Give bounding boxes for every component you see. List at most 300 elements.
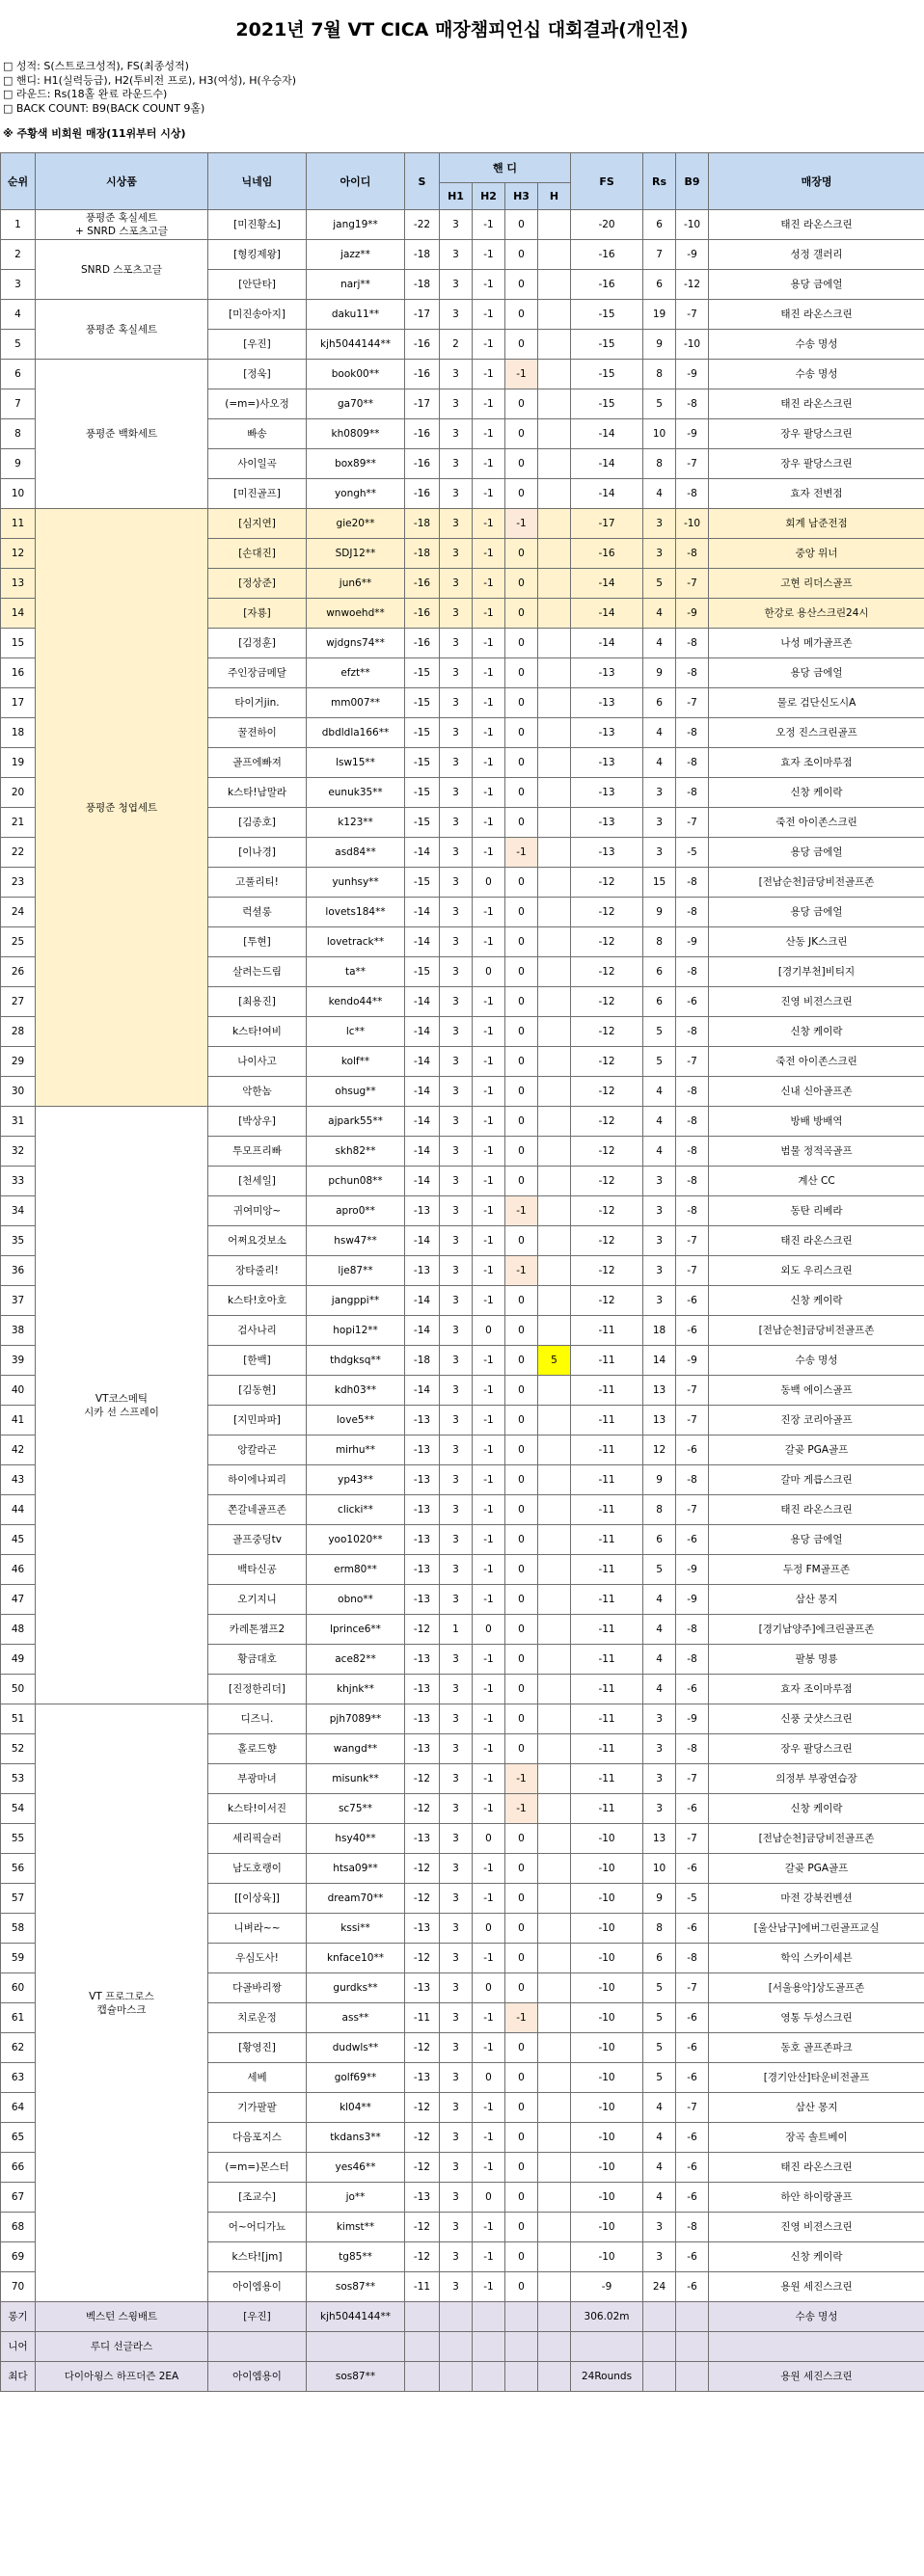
cell-s: -15 bbox=[405, 748, 440, 778]
cell-fs: -10 bbox=[571, 2183, 643, 2213]
award-prize: 벡스턴 스윙배트 bbox=[36, 2302, 208, 2332]
cell-id: tkdans3** bbox=[307, 2123, 405, 2153]
cell-nick: 백타신공 bbox=[208, 1555, 307, 1585]
cell-h1: 3 bbox=[440, 1346, 473, 1376]
cell-h2: -1 bbox=[473, 2093, 505, 2123]
cell-store: [전남순천]금당비전골프존 bbox=[709, 868, 924, 898]
cell-fs: -11 bbox=[571, 1734, 643, 1764]
cell-rs: 3 bbox=[643, 509, 676, 539]
cell-h3: 0 bbox=[505, 240, 538, 270]
cell-fs: -13 bbox=[571, 688, 643, 718]
cell-b9: -8 bbox=[676, 868, 709, 898]
cell-nick: 카레톤챔프2 bbox=[208, 1615, 307, 1645]
cell-b9: -9 bbox=[676, 1585, 709, 1615]
cell-store: 신창 케이락 bbox=[709, 2242, 924, 2272]
cell-nick: 다골바리짱 bbox=[208, 1973, 307, 2003]
cell-s: -15 bbox=[405, 718, 440, 748]
header-nick: 닉네임 bbox=[208, 153, 307, 210]
cell-rank: 68 bbox=[1, 2213, 36, 2242]
cell-s: -13 bbox=[405, 1704, 440, 1734]
cell-h2: -1 bbox=[473, 2213, 505, 2242]
cell-nick: 어쩌요것보소 bbox=[208, 1226, 307, 1256]
cell-rank: 65 bbox=[1, 2123, 36, 2153]
cell-s: -14 bbox=[405, 1376, 440, 1406]
cell-h3: 0 bbox=[505, 300, 538, 330]
cell-rank: 60 bbox=[1, 1973, 36, 2003]
table-row bbox=[1, 1107, 924, 1137]
cell-nick: [지민파파] bbox=[208, 1406, 307, 1436]
cell-h bbox=[538, 1764, 571, 1794]
cell-h2: -1 bbox=[473, 2123, 505, 2153]
cell-h bbox=[538, 1047, 571, 1077]
cell-nick: [김정훈] bbox=[208, 629, 307, 658]
cell-id: SDJ12** bbox=[307, 539, 405, 569]
award-fs bbox=[571, 2332, 643, 2362]
cell-rs: 3 bbox=[643, 808, 676, 838]
cell-fs: -14 bbox=[571, 599, 643, 629]
award-s bbox=[405, 2302, 440, 2332]
cell-h2: -1 bbox=[473, 1286, 505, 1316]
award-s bbox=[405, 2332, 440, 2362]
cell-rs: 3 bbox=[643, 1794, 676, 1824]
award-id: sos87** bbox=[307, 2362, 405, 2392]
cell-store: 갈마 게릅스크린 bbox=[709, 1465, 924, 1495]
cell-h2: 0 bbox=[473, 1914, 505, 1944]
cell-rank: 61 bbox=[1, 2003, 36, 2033]
cell-store: 성정 갤러리 bbox=[709, 240, 924, 270]
cell-fs: -12 bbox=[571, 1047, 643, 1077]
cell-h2: -1 bbox=[473, 688, 505, 718]
cell-id: dream70** bbox=[307, 1884, 405, 1914]
cell-store: 신풍 굿샷스크린 bbox=[709, 1704, 924, 1734]
cell-fs: -10 bbox=[571, 2242, 643, 2272]
cell-store: 두정 FM골프존 bbox=[709, 1555, 924, 1585]
header-h2: H2 bbox=[473, 183, 505, 210]
legend-item: □ BACK COUNT: B9(BACK COUNT 9홀) bbox=[3, 101, 205, 115]
cell-h bbox=[538, 658, 571, 688]
cell-fs: -14 bbox=[571, 419, 643, 449]
cell-rank: 27 bbox=[1, 987, 36, 1017]
cell-store: 용당 금에얼 bbox=[709, 838, 924, 868]
cell-nick: 살려는드림 bbox=[208, 957, 307, 987]
cell-b9: -6 bbox=[676, 2272, 709, 2302]
cell-h2: 0 bbox=[473, 1615, 505, 1645]
cell-b9: -6 bbox=[676, 1316, 709, 1346]
cell-rank: 43 bbox=[1, 1465, 36, 1495]
cell-h1: 3 bbox=[440, 1017, 473, 1047]
cell-id: k123** bbox=[307, 808, 405, 838]
cell-id: clicki** bbox=[307, 1495, 405, 1525]
cell-b9: -7 bbox=[676, 1973, 709, 2003]
cell-rank: 54 bbox=[1, 1794, 36, 1824]
cell-h1: 3 bbox=[440, 1525, 473, 1555]
cell-rs: 13 bbox=[643, 1824, 676, 1854]
cell-h1: 3 bbox=[440, 957, 473, 987]
cell-id: htsa09** bbox=[307, 1854, 405, 1884]
cell-fs: -12 bbox=[571, 868, 643, 898]
cell-s: -18 bbox=[405, 509, 440, 539]
legend-item: □ 성적: S(스트로크성적), FS(최종성적) bbox=[3, 60, 189, 72]
cell-id: ace82** bbox=[307, 1645, 405, 1675]
cell-store: 장곡 솔트베이 bbox=[709, 2123, 924, 2153]
cell-h1: 3 bbox=[440, 808, 473, 838]
cell-h2: -1 bbox=[473, 1137, 505, 1167]
table-row bbox=[1, 240, 924, 270]
cell-rank: 37 bbox=[1, 1286, 36, 1316]
cell-store: 산동 JK스크린 bbox=[709, 927, 924, 957]
cell-store: [울산남구]에버그린골프교실 bbox=[709, 1914, 924, 1944]
cell-nick: [[이상육]] bbox=[208, 1884, 307, 1914]
cell-fs: -11 bbox=[571, 1764, 643, 1794]
cell-s: -16 bbox=[405, 360, 440, 389]
cell-h1: 3 bbox=[440, 1555, 473, 1585]
cell-h bbox=[538, 1376, 571, 1406]
cell-b9: -7 bbox=[676, 1764, 709, 1794]
cell-h2: -1 bbox=[473, 718, 505, 748]
cell-h2: 0 bbox=[473, 1824, 505, 1854]
cell-h2: -1 bbox=[473, 509, 505, 539]
cell-nick: [이나경] bbox=[208, 838, 307, 868]
cell-h1: 3 bbox=[440, 270, 473, 300]
cell-fs: -12 bbox=[571, 987, 643, 1017]
cell-fs: -10 bbox=[571, 2033, 643, 2063]
cell-h2: -1 bbox=[473, 1764, 505, 1794]
cell-h bbox=[538, 1286, 571, 1316]
cell-fs: -17 bbox=[571, 509, 643, 539]
cell-store: [경기부천]비티지 bbox=[709, 957, 924, 987]
cell-h bbox=[538, 389, 571, 419]
cell-s: -13 bbox=[405, 1555, 440, 1585]
cell-rank: 52 bbox=[1, 1734, 36, 1764]
cell-store: 수송 명성 bbox=[709, 330, 924, 360]
cell-fs: -9 bbox=[571, 2272, 643, 2302]
cell-b9: -10 bbox=[676, 330, 709, 360]
cell-h2: -1 bbox=[473, 479, 505, 509]
cell-b9: -7 bbox=[676, 808, 709, 838]
cell-store: 외도 우리스크린 bbox=[709, 1256, 924, 1286]
cell-h3: 0 bbox=[505, 808, 538, 838]
cell-rank: 44 bbox=[1, 1495, 36, 1525]
cell-id: hsy40** bbox=[307, 1824, 405, 1854]
award-row bbox=[1, 2332, 924, 2362]
cell-rank: 14 bbox=[1, 599, 36, 629]
cell-h2: 0 bbox=[473, 1316, 505, 1346]
cell-store: 태진 라온스크린 bbox=[709, 2153, 924, 2183]
cell-h bbox=[538, 1196, 571, 1226]
cell-id: dudwls** bbox=[307, 2033, 405, 2063]
cell-b9: -7 bbox=[676, 688, 709, 718]
cell-store: 신내 신아골프존 bbox=[709, 1077, 924, 1107]
cell-rank: 16 bbox=[1, 658, 36, 688]
cell-rank: 22 bbox=[1, 838, 36, 868]
cell-h bbox=[538, 449, 571, 479]
cell-rs: 4 bbox=[643, 1077, 676, 1107]
cell-h2: -1 bbox=[473, 927, 505, 957]
cell-nick: 나이사고 bbox=[208, 1047, 307, 1077]
cell-fs: -13 bbox=[571, 718, 643, 748]
legend-item: □ 라운드: Rs(18홀 완료 라운드수) bbox=[3, 88, 168, 100]
cell-h2: -1 bbox=[473, 2242, 505, 2272]
cell-id: kdh03** bbox=[307, 1376, 405, 1406]
cell-b9: -9 bbox=[676, 240, 709, 270]
cell-b9: -9 bbox=[676, 419, 709, 449]
cell-s: -13 bbox=[405, 1436, 440, 1465]
cell-h1: 3 bbox=[440, 1436, 473, 1465]
cell-s: -11 bbox=[405, 2003, 440, 2033]
award-rs bbox=[643, 2332, 676, 2362]
cell-h bbox=[538, 1525, 571, 1555]
cell-rs: 4 bbox=[643, 1615, 676, 1645]
cell-rank: 66 bbox=[1, 2153, 36, 2183]
cell-rs: 4 bbox=[643, 1137, 676, 1167]
cell-s: -14 bbox=[405, 1286, 440, 1316]
table-row bbox=[1, 300, 924, 330]
cell-id: yunhsy** bbox=[307, 868, 405, 898]
cell-b9: -8 bbox=[676, 1615, 709, 1645]
cell-store: 범물 정적곡골프 bbox=[709, 1137, 924, 1167]
cell-fs: -13 bbox=[571, 748, 643, 778]
cell-b9: -7 bbox=[676, 1495, 709, 1525]
cell-s: -13 bbox=[405, 1914, 440, 1944]
legend bbox=[0, 60, 924, 116]
cell-fs: -11 bbox=[571, 1376, 643, 1406]
cell-h3: 0 bbox=[505, 569, 538, 599]
cell-h1: 3 bbox=[440, 419, 473, 449]
cell-h3: 0 bbox=[505, 688, 538, 718]
cell-rank: 3 bbox=[1, 270, 36, 300]
cell-h2: -1 bbox=[473, 1734, 505, 1764]
cell-h3: 0 bbox=[505, 1047, 538, 1077]
cell-id: ajpark55** bbox=[307, 1107, 405, 1137]
cell-store: [경기남양주]에크린골프존 bbox=[709, 1615, 924, 1645]
cell-rank: 24 bbox=[1, 898, 36, 927]
cell-id: yongh** bbox=[307, 479, 405, 509]
cell-fs: -12 bbox=[571, 1167, 643, 1196]
cell-fs: -20 bbox=[571, 210, 643, 240]
cell-h3: 0 bbox=[505, 2213, 538, 2242]
cell-b9: -9 bbox=[676, 599, 709, 629]
prize-cell: 풍평준 백화세트 bbox=[36, 360, 208, 509]
cell-fs: -10 bbox=[571, 1944, 643, 1973]
cell-rs: 5 bbox=[643, 389, 676, 419]
award-store bbox=[709, 2332, 924, 2362]
cell-s: -14 bbox=[405, 1017, 440, 1047]
cell-s: -14 bbox=[405, 987, 440, 1017]
award-fs: 306.02m bbox=[571, 2302, 643, 2332]
cell-fs: -10 bbox=[571, 1854, 643, 1884]
cell-h2: 0 bbox=[473, 957, 505, 987]
cell-h3: -1 bbox=[505, 2003, 538, 2033]
cell-h1: 3 bbox=[440, 748, 473, 778]
cell-rank: 19 bbox=[1, 748, 36, 778]
cell-s: -18 bbox=[405, 1346, 440, 1376]
legend-item: □ 핸디: H1(실력등급), H2(투비전 프로), H3(여성), H(우승자) bbox=[3, 73, 296, 87]
cell-id: yoo1020** bbox=[307, 1525, 405, 1555]
cell-id: yes46** bbox=[307, 2153, 405, 2183]
cell-h bbox=[538, 539, 571, 569]
cell-store: 나성 메가골프존 bbox=[709, 629, 924, 658]
cell-h2: -1 bbox=[473, 2003, 505, 2033]
cell-store: 회계 남준전점 bbox=[709, 509, 924, 539]
cell-store: 장우 팔당스크린 bbox=[709, 419, 924, 449]
cell-h bbox=[538, 1077, 571, 1107]
cell-id: narj** bbox=[307, 270, 405, 300]
cell-h bbox=[538, 748, 571, 778]
cell-nick: 황금대호 bbox=[208, 1645, 307, 1675]
cell-nick: 세베 bbox=[208, 2063, 307, 2093]
cell-h1: 3 bbox=[440, 1047, 473, 1077]
cell-store: 태진 라온스크린 bbox=[709, 1495, 924, 1525]
cell-rs: 10 bbox=[643, 419, 676, 449]
cell-b9: -7 bbox=[676, 1256, 709, 1286]
cell-h1: 3 bbox=[440, 1734, 473, 1764]
cell-rs: 4 bbox=[643, 1675, 676, 1704]
cell-fs: -12 bbox=[571, 1226, 643, 1256]
cell-fs: -15 bbox=[571, 300, 643, 330]
cell-rank: 5 bbox=[1, 330, 36, 360]
cell-id: hopi12** bbox=[307, 1316, 405, 1346]
cell-fs: -11 bbox=[571, 1525, 643, 1555]
award-id bbox=[307, 2332, 405, 2362]
cell-b9: -8 bbox=[676, 718, 709, 748]
cell-h bbox=[538, 778, 571, 808]
cell-rs: 6 bbox=[643, 270, 676, 300]
cell-s: -18 bbox=[405, 270, 440, 300]
cell-s: -13 bbox=[405, 1675, 440, 1704]
cell-id: hsw47** bbox=[307, 1226, 405, 1256]
cell-h1: 3 bbox=[440, 539, 473, 569]
cell-store: 장우 팔당스크린 bbox=[709, 1734, 924, 1764]
cell-h3: -1 bbox=[505, 360, 538, 389]
cell-h bbox=[538, 1465, 571, 1495]
cell-b9: -8 bbox=[676, 1465, 709, 1495]
cell-h1: 3 bbox=[440, 360, 473, 389]
cell-h3: 0 bbox=[505, 539, 538, 569]
cell-rs: 5 bbox=[643, 2003, 676, 2033]
cell-nick: k스타!이서진 bbox=[208, 1794, 307, 1824]
cell-rs: 3 bbox=[643, 1167, 676, 1196]
cell-s: -15 bbox=[405, 868, 440, 898]
cell-h2: -1 bbox=[473, 1884, 505, 1914]
cell-b9: -5 bbox=[676, 1884, 709, 1914]
cell-s: -13 bbox=[405, 2183, 440, 2213]
cell-id: kimst** bbox=[307, 2213, 405, 2242]
cell-h3: 0 bbox=[505, 2033, 538, 2063]
cell-store: 학익 스카이세븐 bbox=[709, 1944, 924, 1973]
cell-fs: -12 bbox=[571, 957, 643, 987]
cell-b9: -8 bbox=[676, 389, 709, 419]
cell-nick: 귀여미앙~ bbox=[208, 1196, 307, 1226]
cell-id: dbdldla166** bbox=[307, 718, 405, 748]
cell-s: -15 bbox=[405, 688, 440, 718]
note-text: ※ 주황색 비회원 매장(11위부터 시상) bbox=[3, 127, 186, 140]
cell-h3: 0 bbox=[505, 449, 538, 479]
cell-rs: 19 bbox=[643, 300, 676, 330]
award-b9 bbox=[676, 2302, 709, 2332]
cell-b9: -8 bbox=[676, 1944, 709, 1973]
cell-b9: -8 bbox=[676, 1734, 709, 1764]
award-h1 bbox=[440, 2362, 473, 2392]
cell-b9: -8 bbox=[676, 1167, 709, 1196]
award-label: 니어 bbox=[1, 2332, 36, 2362]
cell-id: kendo44** bbox=[307, 987, 405, 1017]
cell-nick: 쫀갈네골프존 bbox=[208, 1495, 307, 1525]
cell-nick: 남도호랭이 bbox=[208, 1854, 307, 1884]
cell-h2: -1 bbox=[473, 1107, 505, 1137]
cell-nick: [천세일] bbox=[208, 1167, 307, 1196]
cell-s: -13 bbox=[405, 1406, 440, 1436]
cell-rank: 17 bbox=[1, 688, 36, 718]
cell-id: lovets184** bbox=[307, 898, 405, 927]
cell-h3: 0 bbox=[505, 1226, 538, 1256]
cell-h2: 0 bbox=[473, 2183, 505, 2213]
cell-id: jazz** bbox=[307, 240, 405, 270]
cell-store: 의정부 부광연습장 bbox=[709, 1764, 924, 1794]
cell-h3: 0 bbox=[505, 1316, 538, 1346]
cell-s: -16 bbox=[405, 599, 440, 629]
cell-h bbox=[538, 2183, 571, 2213]
cell-s: -18 bbox=[405, 539, 440, 569]
award-h1 bbox=[440, 2302, 473, 2332]
award-nick bbox=[208, 2332, 307, 2362]
cell-id: kssi** bbox=[307, 1914, 405, 1944]
cell-b9: -6 bbox=[676, 987, 709, 1017]
cell-h bbox=[538, 1675, 571, 1704]
cell-rs: 6 bbox=[643, 957, 676, 987]
cell-h1: 3 bbox=[440, 2272, 473, 2302]
cell-fs: -15 bbox=[571, 389, 643, 419]
cell-h2: -1 bbox=[473, 210, 505, 240]
cell-h bbox=[538, 868, 571, 898]
cell-fs: -10 bbox=[571, 1824, 643, 1854]
cell-h bbox=[538, 957, 571, 987]
cell-b9: -6 bbox=[676, 1675, 709, 1704]
cell-h2: -1 bbox=[473, 1047, 505, 1077]
cell-id: book00** bbox=[307, 360, 405, 389]
cell-nick: 디즈니. bbox=[208, 1704, 307, 1734]
cell-rs: 14 bbox=[643, 1346, 676, 1376]
cell-h3: -1 bbox=[505, 838, 538, 868]
cell-s: -13 bbox=[405, 1585, 440, 1615]
cell-rank: 47 bbox=[1, 1585, 36, 1615]
cell-h bbox=[538, 808, 571, 838]
cell-s: -13 bbox=[405, 2063, 440, 2093]
cell-h1: 3 bbox=[440, 629, 473, 658]
cell-h1: 3 bbox=[440, 569, 473, 599]
prize-cell: VT 프로그로스 캡슐마스크 bbox=[36, 1704, 208, 2302]
cell-fs: -16 bbox=[571, 539, 643, 569]
cell-rs: 5 bbox=[643, 1555, 676, 1585]
award-label: 최다 bbox=[1, 2362, 36, 2392]
cell-h2: -1 bbox=[473, 270, 505, 300]
cell-b9: -8 bbox=[676, 778, 709, 808]
cell-h1: 3 bbox=[440, 389, 473, 419]
cell-store: 수송 명성 bbox=[709, 360, 924, 389]
cell-b9: -8 bbox=[676, 957, 709, 987]
cell-b9: -9 bbox=[676, 360, 709, 389]
cell-nick: [투현] bbox=[208, 927, 307, 957]
cell-b9: -8 bbox=[676, 1077, 709, 1107]
cell-h1: 3 bbox=[440, 210, 473, 240]
cell-h bbox=[538, 569, 571, 599]
cell-rs: 13 bbox=[643, 1376, 676, 1406]
cell-store: 효자 조이마루점 bbox=[709, 748, 924, 778]
cell-h1: 3 bbox=[440, 1854, 473, 1884]
cell-rank: 20 bbox=[1, 778, 36, 808]
cell-h1: 3 bbox=[440, 2242, 473, 2272]
cell-h2: -1 bbox=[473, 658, 505, 688]
cell-fs: -11 bbox=[571, 1555, 643, 1585]
